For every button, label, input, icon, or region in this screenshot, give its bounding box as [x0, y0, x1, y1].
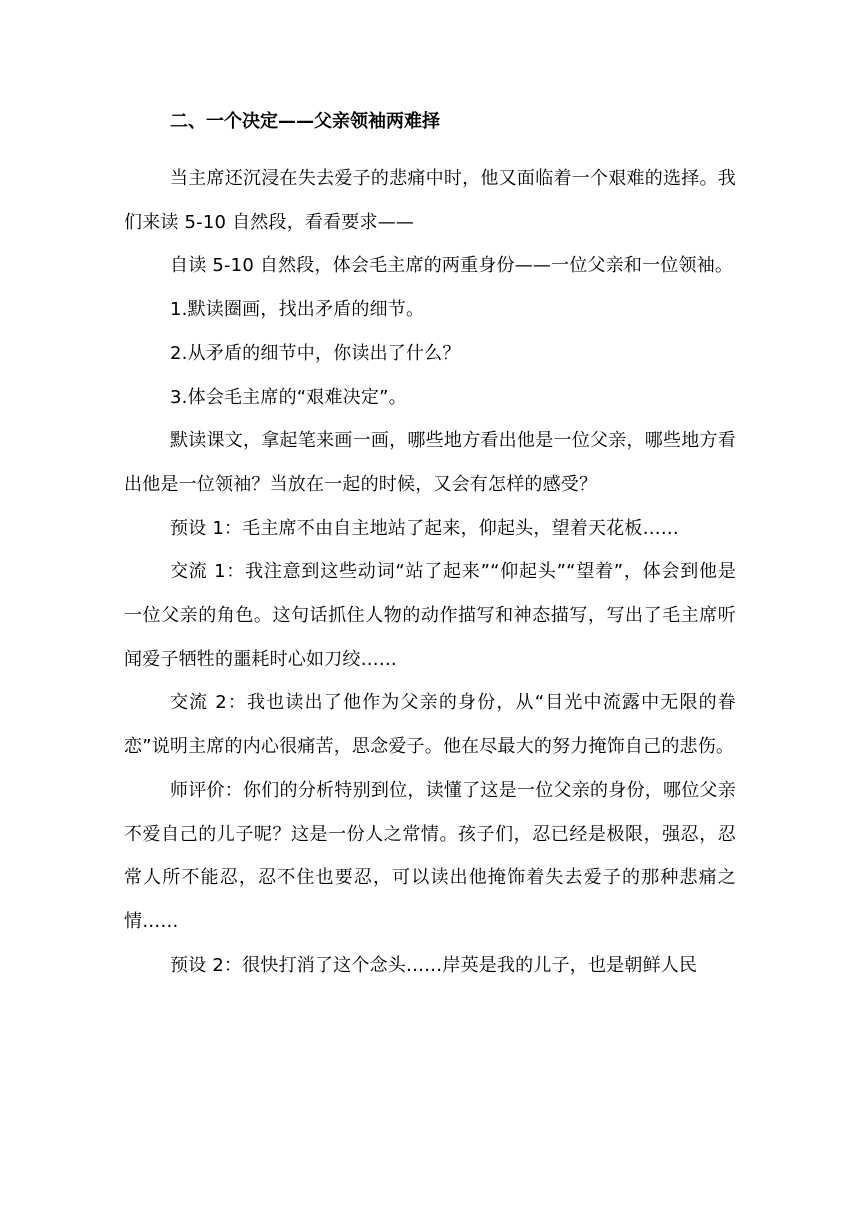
- paragraph-teacher-comment: 师评价：你们的分析特别到位，读懂了这是一位父亲的身份，哪位父亲不爱自己的儿子呢？这是一份人之常情。孩子们，忍已经是极限，强忍，忍常人所不能忍，忍不住也要忍，可以读出他掩饰着失去爱子的那种悲痛之情……: [124, 779, 736, 932]
- document-body: [124, 106, 736, 987]
- paragraph-step-1: 1.默读圈画，找出矛盾的细节。: [170, 299, 425, 321]
- paragraph-preset-1: 预设 1：毛主席不由自主地站了起来，仰起头，望着天花板……: [170, 517, 679, 539]
- heading-spacer: [124, 138, 736, 157]
- paragraph-task: 自读 5-10 自然段，体会毛主席的两重身份——一位父亲和一位领袖。: [170, 255, 734, 277]
- paragraph-exchange-1: 交流 1：我注意到这些动词“站了起来”“仰起头”“望着”，体会到他是一位父亲的角色。这句话抓住人物的动作描写和神态描写，写出了毛主席听闻爱子牺牲的噩耗时心如刀绞……: [124, 561, 736, 670]
- section-heading: 二、一个决定——父亲领袖两难择: [170, 111, 440, 132]
- paragraph-step-3: 3.体会毛主席的“艰难决定”。: [170, 386, 407, 408]
- paragraph-exchange-2: 交流 2：我也读出了他作为父亲的身份，从“目光中流露中无限的眷恋”说明主席的内心很痛苦，思念爱子。他在尽最大的努力掩饰自己的悲伤。: [124, 692, 736, 758]
- paragraph-preset-2: 预设 2：很快打消了这个念头……岸英是我的儿子，也是朝鲜人民: [170, 954, 698, 976]
- paragraph-instruction: 默读课文，拿起笔来画一画，哪些地方看出他是一位父亲，哪些地方看出他是一位领袖？当放在一起的时候，又会有怎样的感受？: [124, 430, 736, 495]
- paragraph-step-2: 2.从矛盾的细节中，你读出了什么？: [170, 342, 461, 364]
- paragraph-intro: 当主席还沉浸在失去爱子的悲痛中时，他又面临着一个艰难的选择。我们来读 5-10 自然段，看看要求——: [124, 168, 736, 233]
